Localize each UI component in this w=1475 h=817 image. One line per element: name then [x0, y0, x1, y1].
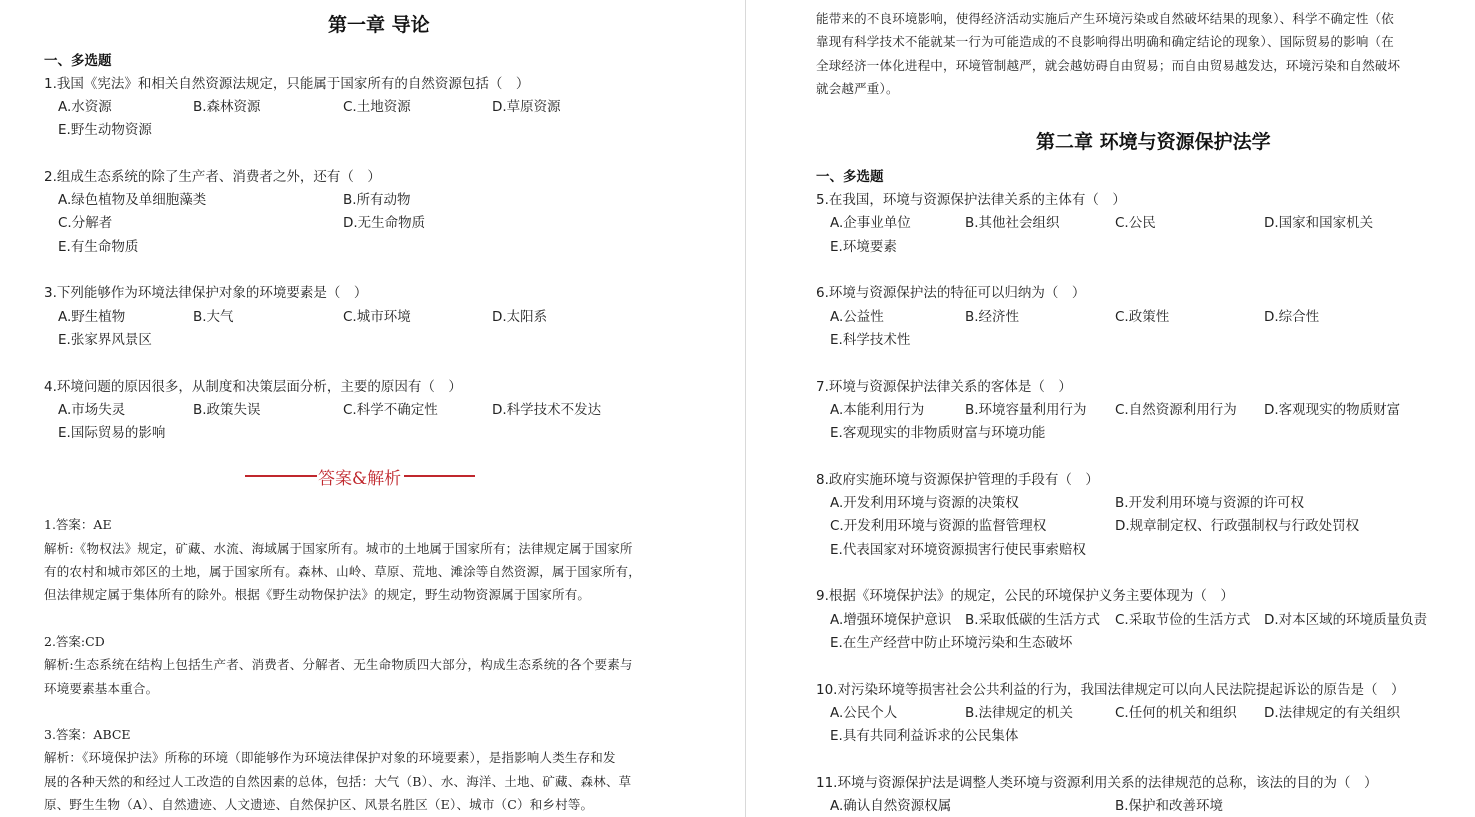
explanation-line: 原、野生生物（A）、自然遗迹、人文遗迹、自然保护区、风景名胜区（E）、城市（C）和乡村等。 [44, 797, 594, 812]
option: A.开发利用环境与资源的决策权 [830, 495, 1019, 511]
option: E.有生命物质 [58, 239, 139, 255]
explanation-line: 解析:生态系统在结构上包括生产者、消费者、分解者、无生命物质四大部分，构成生态系统的各个要素与 [44, 657, 633, 672]
option: A.本能利用行为 [830, 402, 925, 418]
right-page [748, 0, 1475, 817]
option: E.客观现实的非物质财富与环境功能 [830, 425, 1046, 441]
option: A.确认自然资源权属 [830, 798, 952, 814]
answer-label: 3.答案：ABCE [44, 727, 131, 742]
explanation-line: 但法律规定属于集体所有的除外。根据《野生动物保护法》的规定，野生动物资源属于国家所有。 [44, 587, 591, 602]
question-text: 8.政府实施环境与资源保护管理的手段有（ ） [816, 472, 1099, 488]
option: C.公民 [1115, 215, 1156, 231]
option: C.任何的机关和组织 [1115, 705, 1237, 721]
option: B.其他社会组织 [965, 215, 1060, 231]
answer-header-rule-left [245, 475, 317, 477]
option: B.大气 [193, 309, 234, 325]
option: B.所有动物 [343, 192, 411, 208]
option: D.法律规定的有关组织 [1264, 705, 1401, 721]
option: A.水资源 [58, 99, 112, 115]
answer-header: 答案&解析 [318, 469, 402, 489]
explanation-line: 展的各种天然的和经过人工改造的自然因素的总体，包括：大气（B）、水、海洋、土地、矿藏、森林、草 [44, 774, 632, 789]
option: B.政策失误 [193, 402, 261, 418]
option: E.具有共同利益诉求的公民集体 [830, 728, 1019, 744]
question-text: 3.下列能够作为环境法律保护对象的环境要素是（ ） [44, 285, 368, 301]
explanation-line: 靠现有科学技术不能就某一行为可能造成的不良影响得出明确和确定结论的现象）、国际贸易的影响（在 [816, 34, 1394, 49]
option: E.在生产经营中防止环境污染和生态破坏 [830, 635, 1073, 651]
option: A.野生植物 [58, 309, 126, 325]
option: C.自然资源利用行为 [1115, 402, 1237, 418]
option: C.采取节俭的生活方式 [1115, 612, 1251, 628]
explanation-line: 有的农村和城市郊区的土地，属于国家所有。森林、山岭、草原、荒地、滩涂等自然资源，属于国家所有， [44, 564, 641, 579]
option: C.政策性 [1115, 309, 1170, 325]
question-text: 1.我国《宪法》和相关自然资源法规定，只能属于国家所有的自然资源包括（ ） [44, 76, 530, 92]
option: B.开发利用环境与资源的许可权 [1115, 495, 1305, 511]
chapter-title: 第一章 导论 [328, 14, 430, 36]
option: B.法律规定的机关 [965, 705, 1074, 721]
question-text: 5.在我国，环境与资源保护法律关系的主体有（ ） [816, 192, 1126, 208]
option: E.国际贸易的影响 [58, 425, 166, 441]
option: E.环境要素 [830, 239, 897, 255]
option: E.张家界风景区 [58, 332, 152, 348]
answer-header-rule-right [404, 475, 475, 477]
option: B.采取低碳的生活方式 [965, 612, 1101, 628]
option: A.公益性 [830, 309, 884, 325]
option: B.森林资源 [193, 99, 261, 115]
option: D.国家和国家机关 [1264, 215, 1374, 231]
option: D.对本区域的环境质量负责 [1264, 612, 1428, 628]
question-text: 2.组成生态系统的除了生产者、消费者之外，还有（ ） [44, 169, 381, 185]
option: D.太阳系 [492, 309, 548, 325]
answer-label: 2.答案:CD [44, 634, 105, 649]
question-text: 4.环境问题的原因很多，从制度和决策层面分析，主要的原因有（ ） [44, 379, 462, 395]
option: A.公民个人 [830, 705, 898, 721]
explanation-line: 解析:《物权法》规定，矿藏、水流、海域属于国家所有。城市的土地属于国家所有；法律规定属于国家所 [44, 541, 633, 556]
option: C.土地资源 [343, 99, 411, 115]
option: D.综合性 [1264, 309, 1320, 325]
option: A.绿色植物及单细胞藻类 [58, 192, 207, 208]
question-text: 10.对污染环境等损害社会公共利益的行为，我国法律规定可以向人民法院提起诉讼的原告是（ ） [816, 682, 1405, 698]
answer-label: 1.答案：AE [44, 517, 112, 532]
option: C.城市环境 [343, 309, 411, 325]
option: E.科学技术性 [830, 332, 911, 348]
question-text: 7.环境与资源保护法律关系的客体是（ ） [816, 379, 1072, 395]
option: E.代表国家对环境资源损害行使民事索赔权 [830, 542, 1086, 558]
section-heading: 一、多选题 [816, 169, 884, 185]
option: B.保护和改善环境 [1115, 798, 1224, 814]
option: C.分解者 [58, 215, 113, 231]
question-text: 11.环境与资源保护法是调整人类环境与资源利用关系的法律规范的总称，该法的目的为（ ） [816, 775, 1378, 791]
option: D.科学技术不发达 [492, 402, 602, 418]
chapter-title: 第二章 环境与资源保护法学 [1036, 131, 1271, 153]
option: E.野生动物资源 [58, 122, 152, 138]
explanation-line: 就会越严重）。 [816, 81, 899, 96]
question-text: 6.环境与资源保护法的特征可以归纳为（ ） [816, 285, 1086, 301]
option: A.企事业单位 [830, 215, 911, 231]
explanation-line: 解析：《环境保护法》所称的环境（即能够作为环境法律保护对象的环境要素），是指影响人类生存和发 [44, 750, 616, 765]
explanation-line: 环境要素基本重合。 [44, 681, 159, 696]
option: D.无生命物质 [343, 215, 426, 231]
explanation-line: 能带来的不良环境影响，使得经济活动实施后产生环境污染或自然破坏结果的现象）、科学不确定性（依 [816, 11, 1394, 26]
option: B.经济性 [965, 309, 1020, 325]
option: A.市场失灵 [58, 402, 126, 418]
option: B.环境容量利用行为 [965, 402, 1087, 418]
section-heading: 一、多选题 [44, 53, 112, 69]
option: C.科学不确定性 [343, 402, 438, 418]
option: D.客观现实的物质财富 [1264, 402, 1401, 418]
explanation-line: 全球经济一体化进程中，环境管制越严，就会越妨碍自由贸易；而自由贸易越发达，环境污染和自然破坏 [816, 58, 1401, 73]
question-text: 9.根据《环境保护法》的规定，公民的环境保护义务主要体现为（ ） [816, 588, 1234, 604]
option: A.增强环境保护意识 [830, 612, 952, 628]
option: D.草原资源 [492, 99, 561, 115]
option: C.开发利用环境与资源的监督管理权 [830, 518, 1047, 534]
option: D.规章制定权、行政强制权与行政处罚权 [1115, 518, 1360, 534]
page-divider [745, 0, 746, 817]
